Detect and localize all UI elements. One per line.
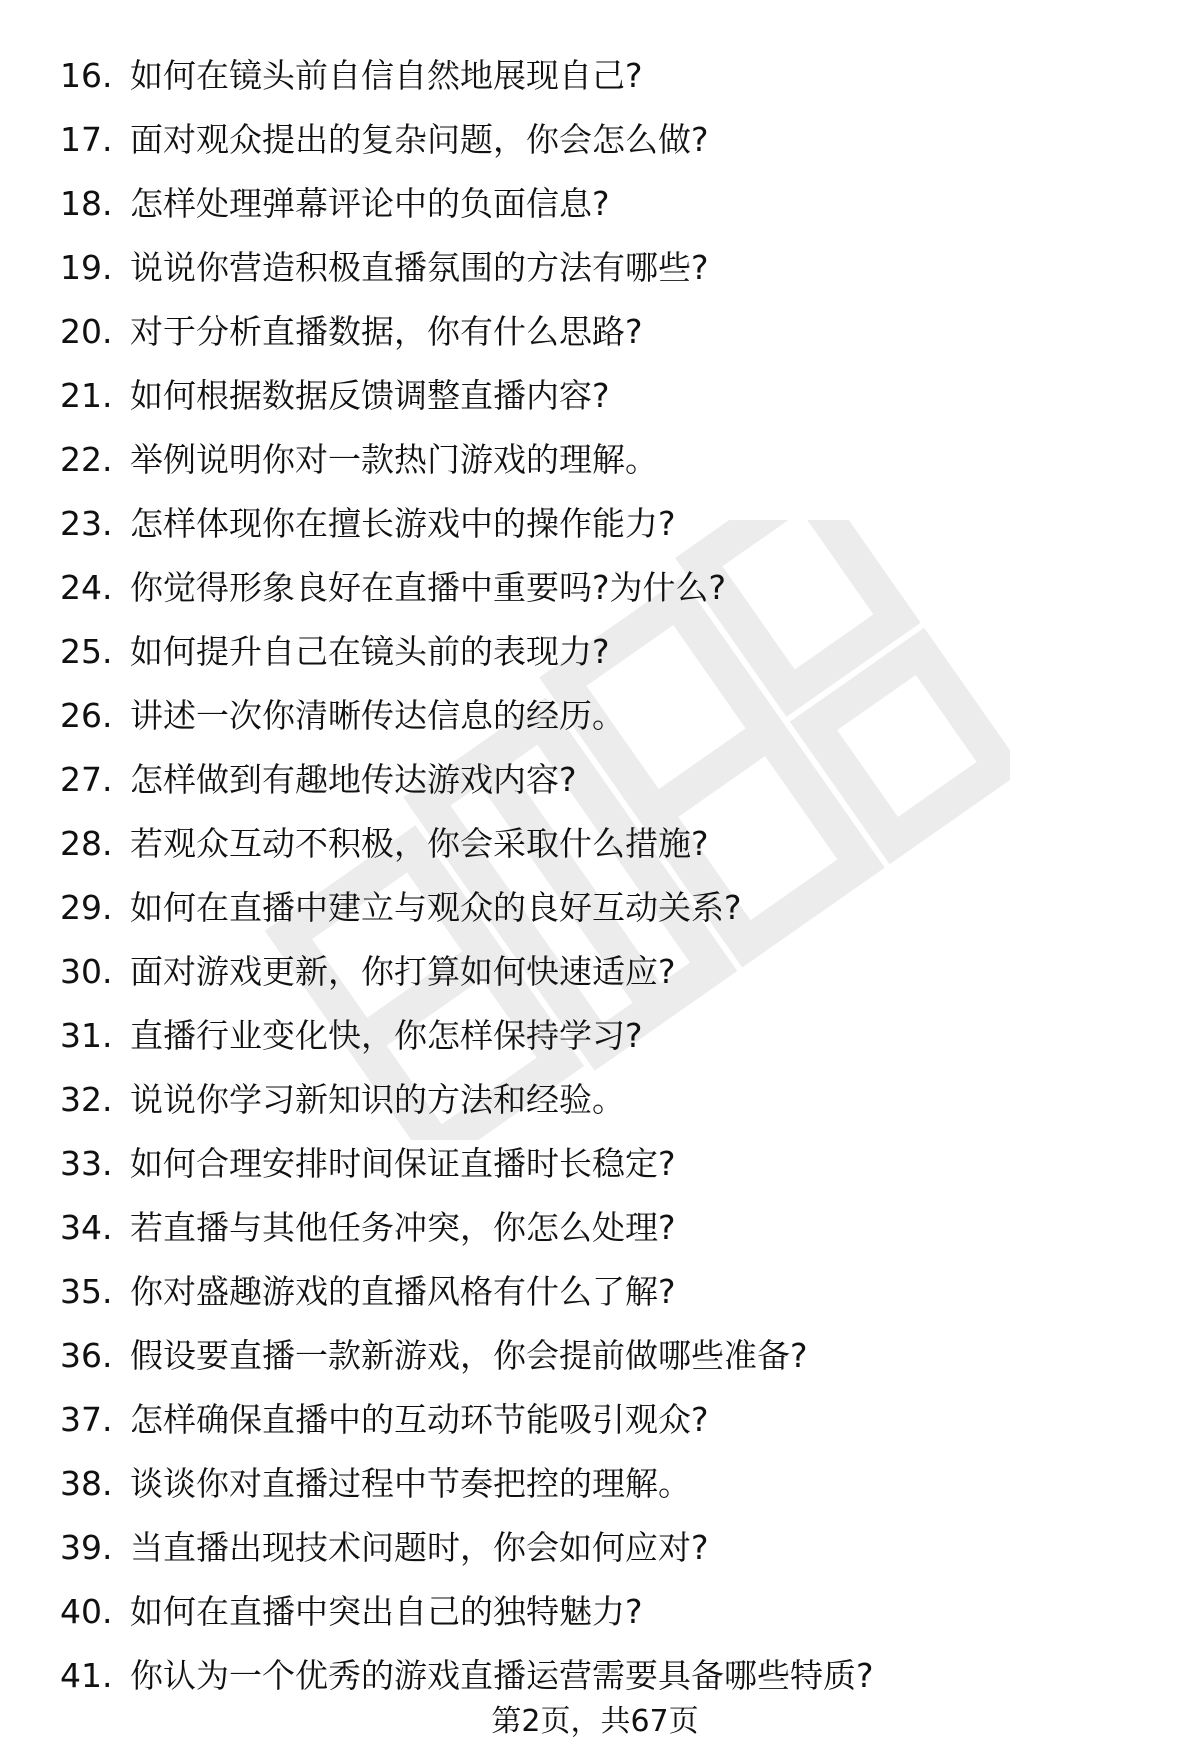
list-item	[60, 300, 1140, 364]
list-item	[60, 620, 1140, 684]
question-text: 说说你营造积极直播氛围的方法有哪些?	[130, 248, 709, 287]
question-number: 22.	[60, 440, 113, 479]
question-number: 27.	[60, 760, 113, 799]
list-item	[60, 940, 1140, 1004]
question-text: 说说你学习新知识的方法和经验。	[130, 1080, 625, 1119]
question-number: 34.	[60, 1208, 113, 1247]
question-text: 如何在直播中建立与观众的良好互动关系?	[130, 888, 742, 927]
question-text: 面对游戏更新，你打算如何快速适应?	[130, 952, 676, 991]
question-number: 41.	[60, 1656, 113, 1695]
question-text: 你对盛趣游戏的直播风格有什么了解?	[130, 1272, 676, 1311]
question-number: 33.	[60, 1144, 113, 1183]
question-text: 直播行业变化快，你怎样保持学习?	[130, 1016, 643, 1055]
question-number: 40.	[60, 1592, 113, 1631]
question-text: 如何在镜头前自信自然地展现自己?	[130, 56, 643, 95]
question-text: 如何提升自己在镜头前的表现力?	[130, 632, 610, 671]
list-item	[60, 556, 1140, 620]
question-number: 38.	[60, 1464, 113, 1503]
list-item	[60, 236, 1140, 300]
question-number: 32.	[60, 1080, 113, 1119]
question-number: 24.	[60, 568, 113, 607]
question-number: 30.	[60, 952, 113, 991]
question-number: 19.	[60, 248, 113, 287]
question-text: 如何根据数据反馈调整直播内容?	[130, 376, 610, 415]
question-text: 怎样确保直播中的互动环节能吸引观众?	[130, 1400, 709, 1439]
list-item	[60, 684, 1140, 748]
list-item	[60, 876, 1140, 940]
question-text: 假设要直播一款新游戏，你会提前做哪些准备?	[130, 1336, 808, 1375]
list-item	[60, 1068, 1140, 1132]
list-item	[60, 172, 1140, 236]
list-item	[60, 1644, 1140, 1708]
question-text: 怎样体现你在擅长游戏中的操作能力?	[130, 504, 676, 543]
list-item	[60, 1196, 1140, 1260]
question-number: 35.	[60, 1272, 113, 1311]
question-number: 37.	[60, 1400, 113, 1439]
list-item	[60, 812, 1140, 876]
question-text: 讲述一次你清晰传达信息的经历。	[130, 696, 625, 735]
question-number: 18.	[60, 184, 113, 223]
question-text: 若直播与其他任务冲突，你怎么处理?	[130, 1208, 676, 1247]
question-text: 谈谈你对直播过程中节奏把控的理解。	[130, 1464, 691, 1503]
list-item	[60, 1004, 1140, 1068]
question-text: 怎样做到有趣地传达游戏内容?	[130, 760, 577, 799]
question-text: 如何在直播中突出自己的独特魅力?	[130, 1592, 643, 1631]
question-number: 28.	[60, 824, 113, 863]
list-item	[60, 1132, 1140, 1196]
question-number: 29.	[60, 888, 113, 927]
question-text: 面对观众提出的复杂问题，你会怎么做?	[130, 120, 709, 159]
question-number: 36.	[60, 1336, 113, 1375]
list-item	[60, 1324, 1140, 1388]
question-text: 举例说明你对一款热门游戏的理解。	[130, 440, 658, 479]
list-item	[60, 44, 1140, 108]
question-number: 26.	[60, 696, 113, 735]
list-item	[60, 1452, 1140, 1516]
question-number: 39.	[60, 1528, 113, 1567]
question-text: 如何合理安排时间保证直播时长稳定?	[130, 1144, 676, 1183]
question-text: 怎样处理弹幕评论中的负面信息?	[130, 184, 610, 223]
list-item	[60, 1580, 1140, 1644]
question-number: 16.	[60, 56, 113, 95]
list-item	[60, 108, 1140, 172]
list-item	[60, 748, 1140, 812]
page-number-footer: 第2页，共67页	[491, 1704, 699, 1739]
question-list	[60, 44, 1140, 1708]
list-item	[60, 428, 1140, 492]
list-item	[60, 1516, 1140, 1580]
question-number: 20.	[60, 312, 113, 351]
question-text: 若观众互动不积极，你会采取什么措施?	[130, 824, 709, 863]
list-item	[60, 1260, 1140, 1324]
question-number: 21.	[60, 376, 113, 415]
question-number: 25.	[60, 632, 113, 671]
question-text: 当直播出现技术问题时，你会如何应对?	[130, 1528, 709, 1567]
question-text: 你认为一个优秀的游戏直播运营需要具备哪些特质?	[130, 1656, 874, 1695]
list-item	[60, 492, 1140, 556]
question-number: 31.	[60, 1016, 113, 1055]
question-number: 17.	[60, 120, 113, 159]
list-item	[60, 1388, 1140, 1452]
question-number: 23.	[60, 504, 113, 543]
list-item	[60, 364, 1140, 428]
question-text: 对于分析直播数据，你有什么思路?	[130, 312, 643, 351]
question-text: 你觉得形象良好在直播中重要吗?为什么?	[130, 568, 727, 607]
